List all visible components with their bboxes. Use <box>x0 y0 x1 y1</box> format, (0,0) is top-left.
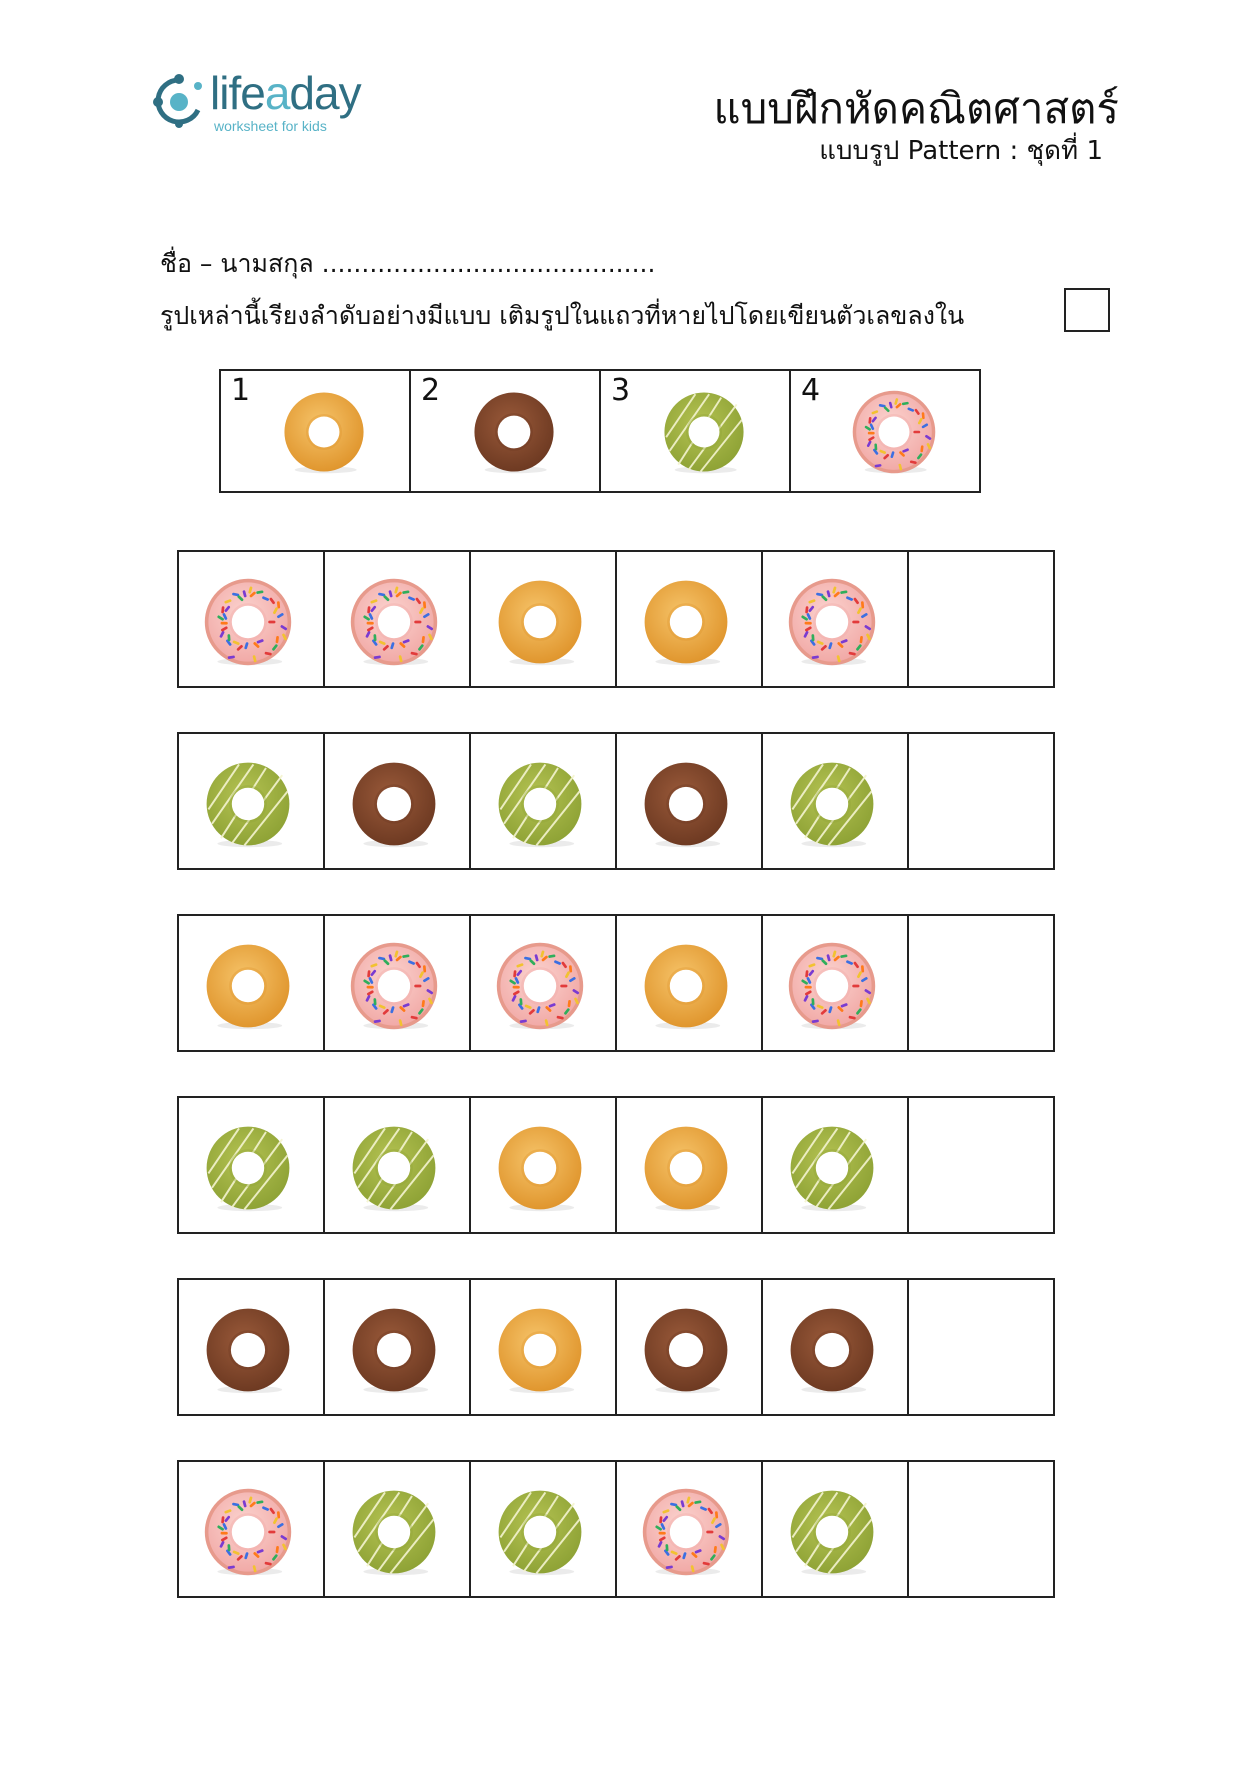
donut-key-table <box>219 369 981 493</box>
chocolate-donut-icon <box>349 1305 439 1395</box>
pattern-cell <box>763 1280 909 1414</box>
green-striped-donut-icon <box>661 389 747 475</box>
key-cell <box>791 371 979 491</box>
plain-glazed-donut-icon <box>281 389 367 475</box>
key-cell <box>411 371 601 491</box>
pattern-cell <box>325 552 471 686</box>
pattern-cell <box>617 1462 763 1596</box>
pattern-cell <box>325 1280 471 1414</box>
chocolate-donut-icon <box>349 759 439 849</box>
key-cell <box>221 371 411 491</box>
blank-answer-cell[interactable] <box>909 916 1053 1050</box>
pattern-cell <box>471 916 617 1050</box>
green-striped-donut-icon <box>787 759 877 849</box>
pink-sprinkle-donut-icon <box>203 577 293 667</box>
pattern-cell <box>763 1462 909 1596</box>
student-name-line[interactable]: ชื่อ – นามสกุล .......................................... <box>160 249 656 278</box>
green-striped-donut-icon <box>203 1123 293 1213</box>
blank-answer-cell[interactable] <box>909 1462 1053 1596</box>
plain-glazed-donut-icon <box>495 577 585 667</box>
pattern-cell <box>325 1098 471 1232</box>
logo-tagline: worksheet for kids <box>214 118 327 134</box>
plain-glazed-donut-icon <box>495 1305 585 1395</box>
green-striped-donut-icon <box>787 1123 877 1213</box>
pink-sprinkle-donut-icon <box>787 577 877 667</box>
pattern-cell <box>471 1280 617 1414</box>
green-striped-donut-icon <box>203 759 293 849</box>
pink-sprinkle-donut-icon <box>203 1487 293 1577</box>
blank-answer-cell[interactable] <box>909 734 1053 868</box>
pattern-cell <box>179 1462 325 1596</box>
pattern-cell <box>325 734 471 868</box>
key-number: 2 <box>421 373 441 408</box>
pattern-cell <box>179 552 325 686</box>
green-striped-donut-icon <box>495 759 585 849</box>
pink-sprinkle-donut-icon <box>495 941 585 1031</box>
plain-glazed-donut-icon <box>203 941 293 1031</box>
pattern-cell <box>325 916 471 1050</box>
blank-answer-cell[interactable] <box>909 1280 1053 1414</box>
pattern-cell <box>471 1098 617 1232</box>
plain-glazed-donut-icon <box>641 1123 731 1213</box>
key-number: 4 <box>801 373 821 408</box>
plain-glazed-donut-icon <box>641 577 731 667</box>
pattern-cell <box>617 552 763 686</box>
molecule-logo-icon <box>150 72 208 130</box>
pattern-cell <box>617 1280 763 1414</box>
pattern-rows <box>177 550 1055 1642</box>
pattern-cell <box>617 1098 763 1232</box>
pattern-cell <box>325 1462 471 1596</box>
key-number: 1 <box>231 373 251 408</box>
pattern-cell <box>617 916 763 1050</box>
pattern-row <box>177 550 1055 688</box>
pattern-cell <box>763 916 909 1050</box>
pattern-cell <box>471 552 617 686</box>
green-striped-donut-icon <box>349 1487 439 1577</box>
pattern-row <box>177 1278 1055 1416</box>
pattern-cell <box>179 1098 325 1232</box>
pattern-cell <box>179 1280 325 1414</box>
pattern-row <box>177 1460 1055 1598</box>
pattern-cell <box>763 552 909 686</box>
instruction-text: รูปเหล่านี้เรียงลำดับอย่างมีแบบ เติมรูปในแถวที่หายไปโดยเขียนตัวเลขลงใน <box>160 301 965 330</box>
blank-answer-cell[interactable] <box>909 1098 1053 1232</box>
blank-answer-cell[interactable] <box>909 552 1053 686</box>
example-answer-box <box>1064 288 1110 332</box>
pattern-cell <box>617 734 763 868</box>
pink-sprinkle-donut-icon <box>787 941 877 1031</box>
pattern-row <box>177 914 1055 1052</box>
key-cell <box>601 371 791 491</box>
logo-wordmark: lifeaday <box>210 67 361 119</box>
pink-sprinkle-donut-icon <box>641 1487 731 1577</box>
plain-glazed-donut-icon <box>495 1123 585 1213</box>
pattern-row <box>177 732 1055 870</box>
chocolate-donut-icon <box>641 759 731 849</box>
chocolate-donut-icon <box>641 1305 731 1395</box>
green-striped-donut-icon <box>787 1487 877 1577</box>
pink-sprinkle-donut-icon <box>851 389 937 475</box>
green-striped-donut-icon <box>349 1123 439 1213</box>
lifeaday-logo <box>150 68 380 138</box>
worksheet-title: แบบฝึกหัดคณิตศาสตร์ <box>713 84 1119 133</box>
pattern-cell <box>763 1098 909 1232</box>
pattern-cell <box>179 916 325 1050</box>
pattern-row <box>177 1096 1055 1234</box>
chocolate-donut-icon <box>787 1305 877 1395</box>
green-striped-donut-icon <box>495 1487 585 1577</box>
pattern-cell <box>471 1462 617 1596</box>
pattern-cell <box>471 734 617 868</box>
pattern-cell <box>179 734 325 868</box>
pink-sprinkle-donut-icon <box>349 941 439 1031</box>
worksheet-subtitle: แบบรูป Pattern : ชุดที่ 1 <box>819 136 1103 166</box>
key-number: 3 <box>611 373 631 408</box>
chocolate-donut-icon <box>203 1305 293 1395</box>
pink-sprinkle-donut-icon <box>349 577 439 667</box>
pattern-cell <box>763 734 909 868</box>
plain-glazed-donut-icon <box>641 941 731 1031</box>
chocolate-donut-icon <box>471 389 557 475</box>
